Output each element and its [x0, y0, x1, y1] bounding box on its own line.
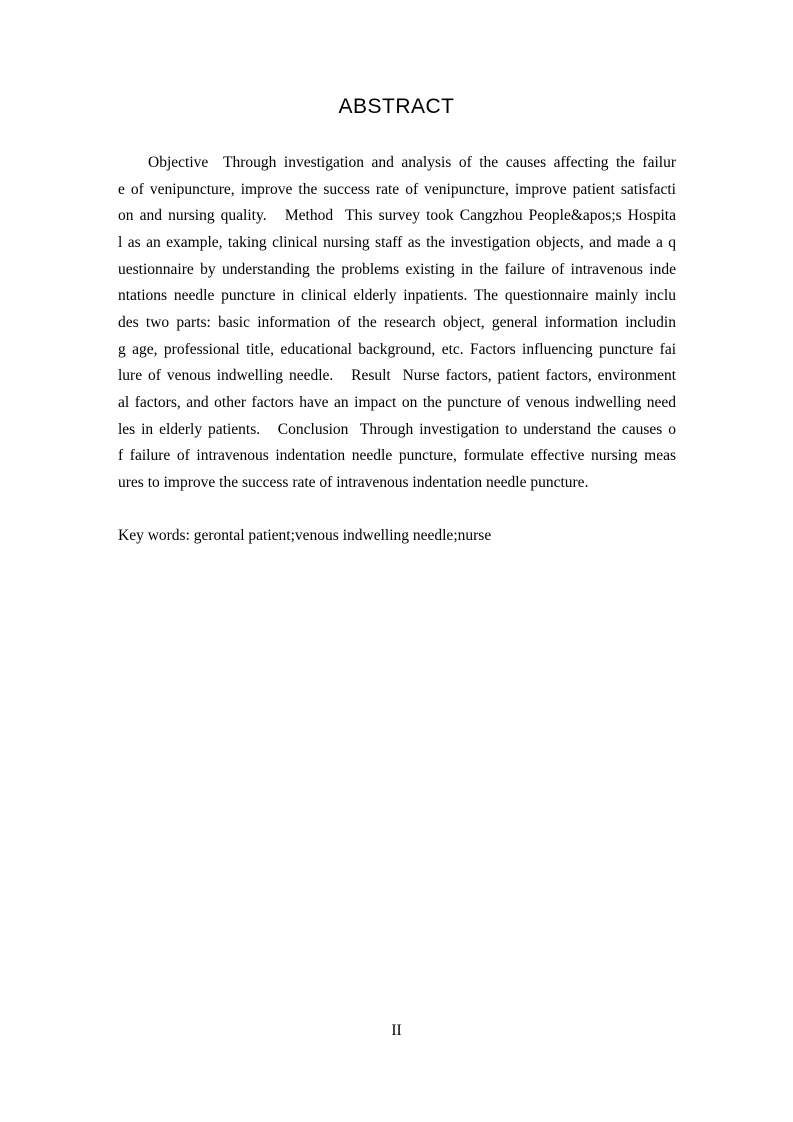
abstract-line: l as an example, taking clinical nursing staff as the investigation objects, and made a q — [118, 233, 676, 251]
abstract-line: g age, professional title, educational background, etc. Factors influencing puncture fai — [118, 340, 676, 358]
abstract-paragraph — [118, 150, 676, 550]
abstract-line: uestionnaire by understanding the problems existing in the failure of intravenous inde — [118, 260, 676, 278]
abstract-line: f failure of intravenous indentation needle puncture, formulate effective nursing meas — [118, 447, 676, 465]
abstract-line: des two parts: basic information of the research object, general information includin — [118, 313, 676, 331]
page-title: ABSTRACT — [338, 95, 455, 118]
abstract-line: ntations needle puncture in clinical elderly inpatients. The questionnaire mainly inclu — [118, 287, 676, 305]
keywords-line: Key words: gerontal patient;venous indwelling needle;nurse — [118, 527, 492, 545]
abstract-line: les in elderly patients. Conclusion Through investigation to understand the causes o — [118, 420, 676, 438]
abstract-line: e of venipuncture, improve the success rate of venipuncture, improve patient satisfacti — [118, 180, 676, 198]
abstract-line: on and nursing quality. Method This survey took Cangzhou People&apos;s Hospita — [118, 207, 676, 225]
page-number: II — [391, 1022, 402, 1039]
abstract-line: ures to improve the success rate of intravenous indentation needle puncture. — [118, 473, 589, 491]
abstract-line: al factors, and other factors have an impact on the puncture of venous indwelling need — [118, 393, 676, 411]
abstract-line: Objective Through investigation and analysis of the causes affecting the failur — [148, 154, 676, 171]
abstract-line: lure of venous indwelling needle. Result Nurse factors, patient factors, environment — [118, 367, 676, 385]
